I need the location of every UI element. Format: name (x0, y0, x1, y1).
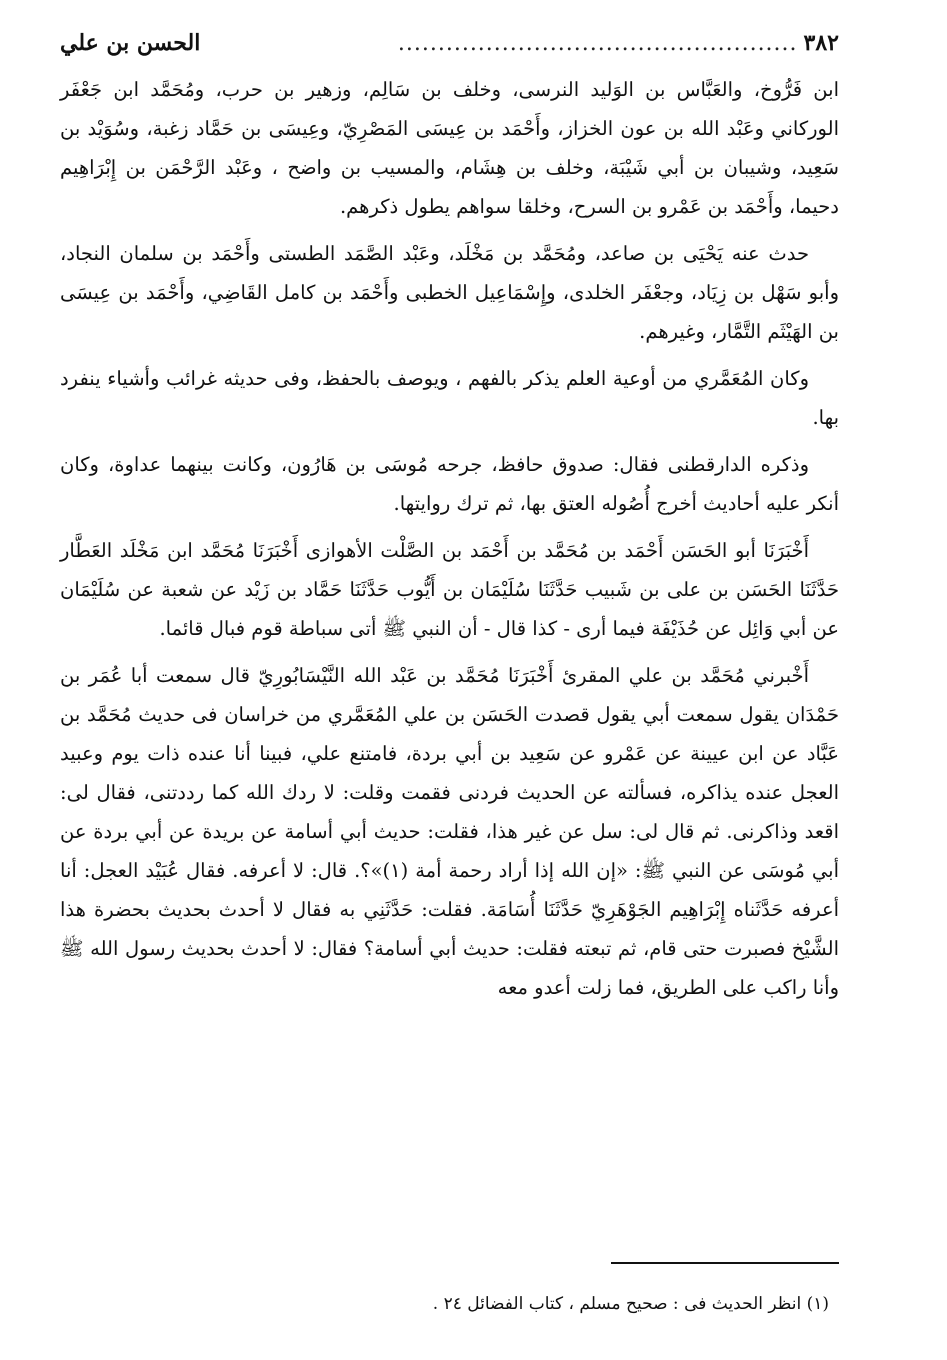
paragraph: وكان المُعَمَّري من أوعية العلم يذكر بالفهم ، ويوصف بالحفظ، وفى حديثه غرائب وأشياء ينفرد بها. (60, 367, 839, 429)
paragraph: أَخْبَرَنَا أبو الحَسَن أَحْمَد بن مُحَمَّد بن أَحْمَد بن الصَّلْت الأهوازى أَخْبَرَنَا مُحَمَّد ابن مَخْلَد العَطَّار حَدَّثَنَا الحَسَن بن على بن شَبيب حَدَّثَنَا سُلَيْمَان بن أَيُّوب حَدَّثَنَا حَمَّاد بن زَيْد عن شعبة عن سُلَيْمَان عن أبي وَائِل عن حُذَيْفَة فيما أرى - كذا قال - أن النبي ﷺ أتى سباطة قوم فبال قائما. (60, 539, 839, 640)
page-header (60, 30, 839, 70)
footnote-divider (611, 1262, 839, 1264)
paragraph: أَخْبرني مُحَمَّد بن علي المقرئ أَخْبَرَنَا مُحَمَّد بن عَبْد الله النَّيْسَابُورِيّ قال سمعت أبا عُمَر بن حَمْدَان يقول سمعت أبي يقول قصدت الحَسَن بن علي المُعَمَّري من خراسان فى حديث مُحَمَّد بن عَبَّاد عن ابن عيينة عن عَمْرو عن سَعِيد بن أبي بردة، فامتنع علي، فبينا أنا عنده ذات يوم وعبيد العجل عنده يذاكره، فسألته عن الحديث فردنى فقمت وقلت: لا ردك الله كما رددتنى، فقال لى: اقعد وذاكرنى. ثم قال لى: سل عن غير هذا، فقلت: حديث أبي أسامة عن بريدة عن أبي بردة عن أبي مُوسَى عن النبي ﷺ: «إن الله إذا أراد رحمة أمة (١)»؟. قال: لا أعرفه. فقال عُبَيْد العجل: أنا أعرفه حَدَّثَناه إِبْرَاهِيم الجَوْهَرِيّ حَدَّثَنَا أُسَامَة. فقلت: حَدَّثَنِي به فقال لا أحدث بحديث بحضرة هذا الشَّيْخ فصبرت حتى قام، ثم تبعته فقلت: حديث أبي أسامة؟ فقال: لا أحدث بحديث رسول الله ﷺ وأنا راكب على الطريق، فما زلت أعدو معه (60, 664, 839, 999)
paragraph: ابن فَرُّوخ، والعَبَّاس بن الوَليد النرسى، وخلف بن سَالِم، وزهير بن حرب، ومُحَمَّد ابن جَعْفَر الوركاني وعَبْد الله بن عون الخزاز، وأَحْمَد بن عِيسَى المَصْرِيّ، وعِيسَى بن حَمَّاد زغبة، وسُوَيْد بن سَعِيد، وشيبان بن أبي شَيْبَة، وخلف بن هِشَام، والمسيب بن واضح ، وعَبْد الرَّحْمَن بن إِبْرَاهِيم دحيما، وأَحْمَد بن عَمْرو بن السرح، وخلقا سواهم يطول ذكرهم. (60, 78, 839, 218)
paragraph: حدث عنه يَحْيَى بن صاعد، ومُحَمَّد بن مَخْلَد، وعَبْد الصَّمَد الطستى وأَحْمَد بن سلمان النجاد، وأبو سَهْل بن زِيَاد، وجعْفَر الخلدى، وإِسْمَاعِيل الخطبى وأَحْمَد بن كامل القَاضِي، وأَحْمَد بن عِيسَى بن الهَيْثَم التَّمَّار، وغيرهم. (60, 242, 839, 343)
header-leader-dots: .................................................. (397, 31, 798, 56)
page-number: ٣٨٢ (803, 30, 839, 56)
paragraph: وذكره الدارقطنى فقال: صدوق حافظ، جرحه مُوسَى بن هَارُون، وكانت بينهما عداوة، وكان أنكر عليه أحاديث أخرج أُصُوله العتق بها، ثم ترك روايتها. (60, 453, 839, 515)
running-title: الحسن بن علي (60, 30, 201, 56)
footnote: (١) انظر الحديث فى : صحيح مسلم ، كتاب الفضائل ٢٤ . (432, 1294, 829, 1314)
main-text (60, 70, 839, 1007)
book-page (60, 30, 839, 1015)
